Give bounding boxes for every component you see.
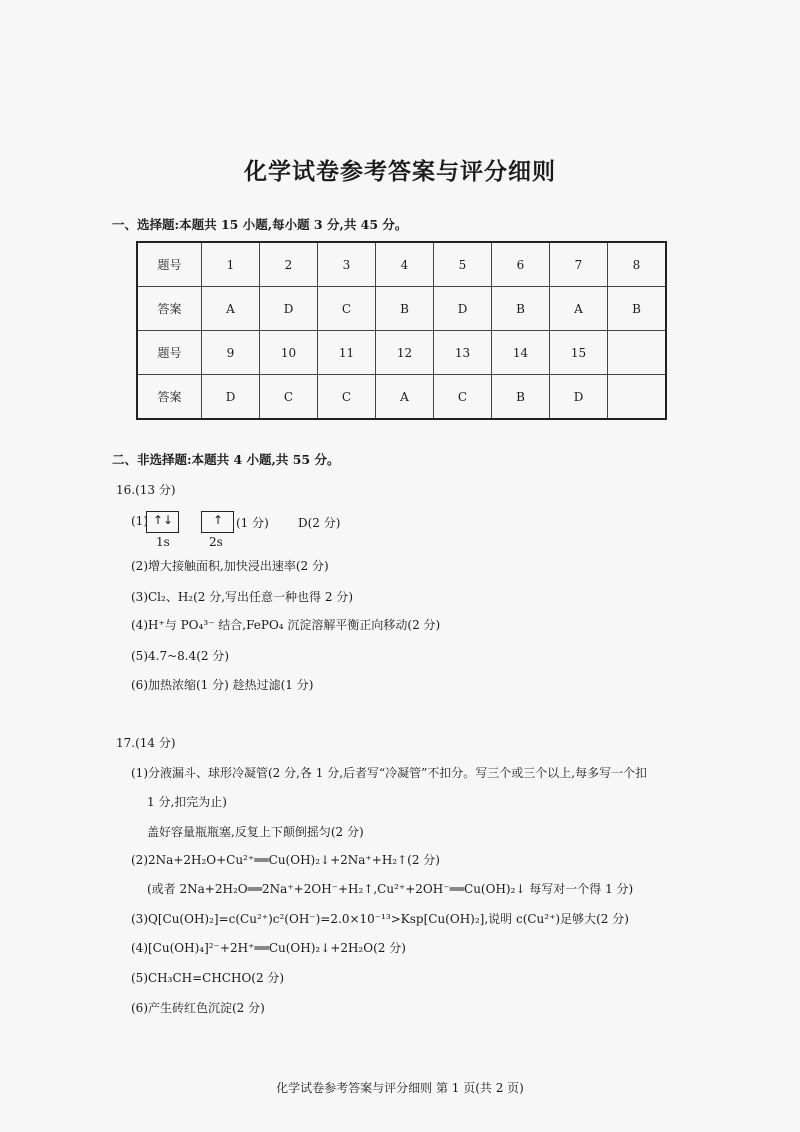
- q17-p1a: (1)分液漏斗、球形冷凝管(2 分,各 1 分,后者写“冷凝管”不扣分。写三个或三个以上,每多写一个扣: [131, 766, 648, 780]
- q16-p1-answer: D(2 分): [298, 516, 341, 530]
- table-cell: D: [260, 287, 318, 331]
- table-cell: D: [434, 287, 492, 331]
- table-cell: A: [550, 287, 608, 331]
- table-cell: C: [260, 375, 318, 420]
- q17-p1c: 盖好容量瓶瓶塞,反复上下颠倒摇匀(2 分): [147, 825, 364, 839]
- section-2-heading: 二、非选择题:本题共 4 小题,共 55 分。: [112, 452, 340, 467]
- q16-p3: (3)Cl₂、H₂(2 分,写出任意一种也得 2 分): [131, 590, 353, 604]
- table-row: [137, 375, 666, 420]
- answer-table: [136, 241, 667, 420]
- table-row-header: 题号: [137, 242, 202, 287]
- table-row: [137, 287, 666, 331]
- table-cell: 4: [376, 242, 434, 287]
- table-cell: 14: [492, 331, 550, 375]
- table-cell: D: [550, 375, 608, 420]
- orbital-box-1s: [146, 511, 179, 533]
- table-cell: B: [492, 287, 550, 331]
- table-cell: B: [376, 287, 434, 331]
- table-cell: [608, 331, 667, 375]
- table-row-header: 答案: [137, 375, 202, 420]
- q16-p1-score: (1 分): [236, 516, 269, 530]
- page-title: 化学试卷参考答案与评分细则: [244, 159, 556, 185]
- q17-header: 17.(14 分): [116, 736, 176, 750]
- table-row: [137, 242, 666, 287]
- table-cell: 11: [318, 331, 376, 375]
- table-cell: A: [376, 375, 434, 420]
- table-cell: A: [202, 287, 260, 331]
- table-cell: 2: [260, 242, 318, 287]
- table-row-header: 题号: [137, 331, 202, 375]
- table-cell: 12: [376, 331, 434, 375]
- table-cell: C: [318, 375, 376, 420]
- q16-p6: (6)加热浓缩(1 分) 趁热过滤(1 分): [131, 678, 314, 692]
- electron-arrows-1s: ↑↓: [153, 513, 174, 527]
- q17-p4: (4)[Cu(OH)₄]²⁻+2H⁺══Cu(OH)₂↓+2H₂O(2 分): [131, 941, 406, 955]
- table-cell: 9: [202, 331, 260, 375]
- orbital-label-2s: 2s: [209, 535, 223, 549]
- q17-p1b: 1 分,扣完为止): [147, 795, 227, 809]
- table-cell: 1: [202, 242, 260, 287]
- table-cell: 15: [550, 331, 608, 375]
- table-cell: 10: [260, 331, 318, 375]
- table-cell: C: [434, 375, 492, 420]
- q17-p6: (6)产生砖红色沉淀(2 分): [131, 1001, 265, 1015]
- q17-p2: (2)2Na+2H₂O+Cu²⁺══Cu(OH)₂↓+2Na⁺+H₂↑(2 分): [131, 853, 440, 867]
- table-row-header: 答案: [137, 287, 202, 331]
- table-cell: B: [608, 287, 667, 331]
- table-cell: 7: [550, 242, 608, 287]
- table-cell: B: [492, 375, 550, 420]
- q17-p3: (3)Q[Cu(OH)₂]=c(Cu²⁺)c²(OH⁻)=2.0×10⁻¹³>Ksp[Cu(OH)₂],说明 c(Cu²⁺)足够大(2 分): [131, 912, 629, 926]
- page-footer: 化学试卷参考答案与评分细则 第 1 页(共 2 页): [276, 1081, 524, 1095]
- q16-header: 16.(13 分): [116, 483, 176, 497]
- orbital-box-2s: [201, 511, 234, 533]
- table-cell: 8: [608, 242, 667, 287]
- table-cell: [608, 375, 667, 420]
- q16-p4: (4)H⁺与 PO₄³⁻ 结合,FePO₄ 沉淀溶解平衡正向移动(2 分): [131, 618, 441, 632]
- q16-p1-prefix: (1): [131, 514, 148, 528]
- q17-p5: (5)CH₃CH=CHCHO(2 分): [131, 971, 285, 985]
- q17-p2b: (或者 2Na+2H₂O══2Na⁺+2OH⁻+H₂↑,Cu²⁺+2OH⁻══Cu(OH)₂↓ 每写对一个得 1 分): [147, 882, 634, 896]
- table-cell: 6: [492, 242, 550, 287]
- table-cell: D: [202, 375, 260, 420]
- section-1-heading: 一、选择题:本题共 15 小题,每小题 3 分,共 45 分。: [112, 217, 408, 232]
- table-cell: 13: [434, 331, 492, 375]
- table-row: [137, 331, 666, 375]
- table-cell: 3: [318, 242, 376, 287]
- orbital-label-1s: 1s: [156, 535, 170, 549]
- q16-p2: (2)增大接触面积,加快浸出速率(2 分): [131, 559, 329, 573]
- table-cell: 5: [434, 242, 492, 287]
- table-cell: C: [318, 287, 376, 331]
- q16-p5: (5)4.7~8.4(2 分): [131, 649, 230, 663]
- electron-arrow-2s: ↑: [213, 513, 224, 527]
